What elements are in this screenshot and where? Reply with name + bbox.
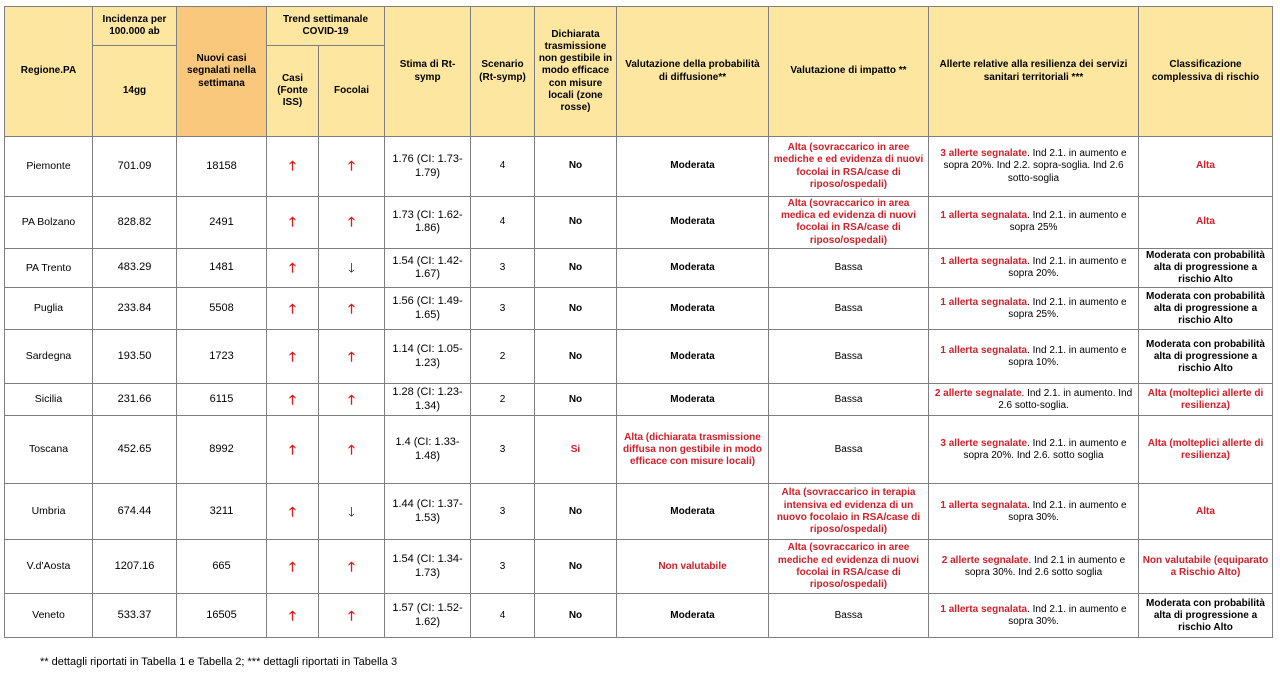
cell-valutazione-impatto: Alta (sovraccarico in area medica ed evidenza di nuovi focolai in RSA/case di riposo/ospedali) — [769, 197, 929, 249]
cell-valutazione-impatto: Alta (sovraccarico in aree mediche e ed evidenza di nuovi focolai in RSA/case di riposo/ospedali) — [769, 137, 929, 197]
header-focolai: Focolai — [319, 46, 385, 137]
allerte-count: 1 allerta segnalata — [940, 499, 1028, 511]
cell-trend-focolai — [319, 330, 385, 384]
cell-trend-focolai — [319, 594, 385, 638]
cell-classificazione: Non valutabile (equiparato a Rischio Alto) — [1139, 540, 1273, 594]
cell-classificazione: Alta — [1139, 484, 1273, 540]
cell-trend-focolai — [319, 540, 385, 594]
cell-scenario: 3 — [471, 484, 535, 540]
table-row — [5, 248, 1273, 288]
cell-classificazione: Moderata con probabilità alta di progressione a rischio Alto — [1139, 248, 1273, 288]
allerte-count: 1 allerta segnalata — [940, 210, 1028, 222]
cell-dichiarata: No — [535, 384, 617, 416]
allerte-detail: . Ind 2.1. in aumento. Ind 2.6 sotto-soglia. — [998, 387, 1133, 411]
arrow-up-icon: 🡑 — [348, 558, 355, 574]
arrow-up-icon: 🡑 — [289, 391, 296, 407]
cell-scenario: 4 — [471, 137, 535, 197]
header-stima: Stima di Rt-symp — [385, 7, 471, 137]
cell-regione: Puglia — [5, 288, 93, 330]
cell-scenario: 4 — [471, 197, 535, 249]
cell-trend-casi — [267, 594, 319, 638]
header-incidenza: Incidenza per 100.000 ab — [93, 7, 177, 46]
arrow-up-icon: 🡑 — [289, 558, 296, 574]
cell-stima: 1.56 (CI: 1.49-1.65) — [385, 288, 471, 330]
cell-valutazione-impatto: Alta (sovraccarico in aree mediche ed evidenza di nuovi focolai in RSA/case di riposo/ospedali) — [769, 540, 929, 594]
cell-dichiarata: No — [535, 137, 617, 197]
cell-stima: 1.54 (CI: 1.34-1.73) — [385, 540, 471, 594]
cell-allerte — [929, 330, 1139, 384]
cell-valutazione-impatto: Bassa — [769, 416, 929, 484]
arrow-up-icon: 🡑 — [289, 214, 296, 230]
allerte-detail: . Ind 2.1. in aumento e sopra 30%. — [1008, 499, 1127, 523]
header-regione: Regione.PA — [5, 7, 93, 137]
cell-valutazione-prob: Moderata — [617, 137, 769, 197]
arrow-up-icon: 🡑 — [348, 300, 355, 316]
header-scenario: Scenario (Rt-symp) — [471, 7, 535, 137]
allerte-count: 1 allerta segnalata — [940, 603, 1028, 615]
cell-scenario: 4 — [471, 594, 535, 638]
cell-stima: 1.57 (CI: 1.52-1.62) — [385, 594, 471, 638]
cell-classificazione: Moderata con probabilità alta di progressione a rischio Alto — [1139, 288, 1273, 330]
cell-trend-casi — [267, 484, 319, 540]
table-row — [5, 484, 1273, 540]
arrow-up-icon: 🡑 — [348, 391, 355, 407]
cell-stima: 1.4 (CI: 1.33-1.48) — [385, 416, 471, 484]
table-row — [5, 384, 1273, 416]
cell-scenario: 3 — [471, 288, 535, 330]
arrow-up-icon: 🡑 — [289, 300, 296, 316]
header-incidenza-sub: 14gg — [93, 46, 177, 137]
header-trend: Trend settimanale COVID-19 — [267, 7, 385, 46]
cell-trend-casi — [267, 137, 319, 197]
arrow-up-icon: 🡑 — [289, 158, 296, 174]
allerte-count: 2 allerte segnalate — [941, 554, 1029, 566]
cell-trend-casi — [267, 416, 319, 484]
cell-dichiarata: No — [535, 484, 617, 540]
cell-allerte — [929, 288, 1139, 330]
cell-incidenza: 233.84 — [93, 288, 177, 330]
cell-incidenza: 483.29 — [93, 248, 177, 288]
cell-stima: 1.73 (CI: 1.62-1.86) — [385, 197, 471, 249]
header-allerte: Allerte relative alla resilienza dei servizi sanitari territoriali *** — [929, 7, 1139, 137]
cell-regione: Sicilia — [5, 384, 93, 416]
cell-scenario: 3 — [471, 248, 535, 288]
allerte-detail: . Ind 2.1. in aumento e sopra 25% — [1009, 210, 1127, 234]
arrow-up-icon: 🡑 — [348, 158, 355, 174]
cell-regione: Piemonte — [5, 137, 93, 197]
cell-stima: 1.28 (CI: 1.23-1.34) — [385, 384, 471, 416]
cell-scenario: 3 — [471, 540, 535, 594]
cell-regione: Toscana — [5, 416, 93, 484]
cell-nuovi-casi: 1723 — [177, 330, 267, 384]
cell-valutazione-prob: Moderata — [617, 330, 769, 384]
cell-incidenza: 231.66 — [93, 384, 177, 416]
cell-incidenza: 674.44 — [93, 484, 177, 540]
cell-regione: PA Trento — [5, 248, 93, 288]
allerte-count: 1 allerta segnalata — [940, 344, 1028, 356]
cell-trend-focolai — [319, 137, 385, 197]
cell-allerte — [929, 248, 1139, 288]
cell-scenario: 2 — [471, 330, 535, 384]
cell-valutazione-impatto: Bassa — [769, 384, 929, 416]
cell-valutazione-prob: Moderata — [617, 248, 769, 288]
header-nuovi-casi: Nuovi casi segnalati nella settimana — [177, 7, 267, 137]
cell-nuovi-casi: 16505 — [177, 594, 267, 638]
table-row — [5, 416, 1273, 484]
arrow-down-icon: 🡓 — [348, 503, 355, 519]
cell-valutazione-impatto: Bassa — [769, 594, 929, 638]
cell-valutazione-prob: Moderata — [617, 484, 769, 540]
arrow-up-icon: 🡑 — [289, 348, 296, 364]
table-row — [5, 330, 1273, 384]
cell-dichiarata: No — [535, 197, 617, 249]
cell-nuovi-casi: 1481 — [177, 248, 267, 288]
table-row — [5, 137, 1273, 197]
cell-valutazione-prob: Moderata — [617, 288, 769, 330]
header-valutazione-prob: Valutazione della probabilità di diffusione** — [617, 7, 769, 137]
cell-trend-casi — [267, 330, 319, 384]
header-classificazione: Classificazione complessiva di rischio — [1139, 7, 1273, 137]
cell-dichiarata: No — [535, 248, 617, 288]
allerte-detail: . Ind 2.1. in aumento e sopra 20%. Ind 2.6. sotto soglia — [963, 437, 1127, 461]
cell-incidenza: 533.37 — [93, 594, 177, 638]
cell-valutazione-impatto: Alta (sovraccarico in terapia intensiva ed evidenza di un nuovo focolaio in RSA/case di riposo/ospedali) — [769, 484, 929, 540]
cell-scenario: 2 — [471, 384, 535, 416]
cell-trend-casi — [267, 288, 319, 330]
cell-allerte — [929, 197, 1139, 249]
header-casi: Casi (Fonte ISS) — [267, 46, 319, 137]
cell-trend-focolai — [319, 248, 385, 288]
cell-allerte — [929, 384, 1139, 416]
cell-incidenza: 828.82 — [93, 197, 177, 249]
risk-table — [4, 6, 1273, 638]
cell-trend-casi — [267, 384, 319, 416]
arrow-up-icon: 🡑 — [348, 348, 355, 364]
allerte-detail: . Ind 2.1. in aumento e sopra 20%. — [1008, 255, 1127, 280]
arrow-up-icon: 🡑 — [289, 259, 296, 275]
cell-trend-focolai — [319, 484, 385, 540]
table-row — [5, 197, 1273, 249]
cell-dichiarata: No — [535, 594, 617, 638]
cell-classificazione: Moderata con probabilità alta di progressione a rischio Alto — [1139, 330, 1273, 384]
cell-valutazione-prob: Alta (dichiarata trasmissione diffusa non gestibile in modo efficace con misure locali) — [617, 416, 769, 484]
cell-trend-casi — [267, 197, 319, 249]
footnote: ** dettagli riportati in Tabella 1 e Tabella 2; *** dettagli riportati in Tabella 3 — [40, 656, 398, 668]
allerte-detail: . Ind 2.1. in aumento e sopra 10%. — [1008, 344, 1127, 368]
cell-nuovi-casi: 6115 — [177, 384, 267, 416]
cell-classificazione: Alta (molteplici allerte di resilienza) — [1139, 384, 1273, 416]
table-row — [5, 594, 1273, 638]
cell-classificazione: Alta (molteplici allerte di resilienza) — [1139, 416, 1273, 484]
cell-nuovi-casi: 5508 — [177, 288, 267, 330]
cell-scenario: 3 — [471, 416, 535, 484]
cell-regione: V.d'Aosta — [5, 540, 93, 594]
cell-trend-focolai — [319, 384, 385, 416]
cell-incidenza: 193.50 — [93, 330, 177, 384]
cell-nuovi-casi: 2491 — [177, 197, 267, 249]
cell-allerte — [929, 137, 1139, 197]
cell-valutazione-impatto: Bassa — [769, 288, 929, 330]
arrow-down-icon: 🡓 — [348, 259, 355, 275]
cell-trend-focolai — [319, 288, 385, 330]
cell-allerte — [929, 416, 1139, 484]
allerte-count: 1 allerta segnalata — [940, 296, 1028, 308]
header-row-1 — [5, 7, 1273, 46]
allerte-detail: . Ind 2.1. in aumento e sopra 25%. — [1008, 296, 1127, 320]
cell-nuovi-casi: 3211 — [177, 484, 267, 540]
cell-nuovi-casi: 18158 — [177, 137, 267, 197]
cell-trend-focolai — [319, 197, 385, 249]
cell-stima: 1.76 (CI: 1.73-1.79) — [385, 137, 471, 197]
arrow-up-icon: 🡑 — [348, 607, 355, 623]
cell-classificazione: Alta — [1139, 197, 1273, 249]
cell-incidenza: 701.09 — [93, 137, 177, 197]
allerte-count: 3 allerte segnalate — [940, 148, 1028, 160]
allerte-count: 1 allerta segnalata — [940, 255, 1028, 267]
cell-valutazione-prob: Moderata — [617, 594, 769, 638]
cell-valutazione-prob: Moderata — [617, 197, 769, 249]
cell-allerte — [929, 594, 1139, 638]
cell-trend-focolai — [319, 416, 385, 484]
cell-classificazione: Moderata con probabilità alta di progressione a rischio Alto — [1139, 594, 1273, 638]
cell-dichiarata: No — [535, 540, 617, 594]
cell-incidenza: 452.65 — [93, 416, 177, 484]
cell-incidenza: 1207.16 — [93, 540, 177, 594]
cell-regione: Sardegna — [5, 330, 93, 384]
cell-allerte — [929, 484, 1139, 540]
cell-classificazione: Alta — [1139, 137, 1273, 197]
arrow-up-icon: 🡑 — [289, 441, 296, 457]
cell-dichiarata: No — [535, 288, 617, 330]
cell-regione: PA Bolzano — [5, 197, 93, 249]
cell-dichiarata: Si — [535, 416, 617, 484]
cell-dichiarata: No — [535, 330, 617, 384]
cell-valutazione-prob: Non valutabile — [617, 540, 769, 594]
arrow-up-icon: 🡑 — [348, 441, 355, 457]
arrow-up-icon: 🡑 — [289, 503, 296, 519]
allerte-detail: . Ind 2.1. in aumento e sopra 20%. Ind 2.2. sopra-soglia. Ind 2.6 sotto-soglia — [943, 148, 1127, 184]
cell-allerte — [929, 540, 1139, 594]
cell-valutazione-impatto: Bassa — [769, 248, 929, 288]
header-valutazione-impatto: Valutazione di impatto ** — [769, 7, 929, 137]
cell-stima: 1.14 (CI: 1.05-1.23) — [385, 330, 471, 384]
header-dichiarata: Dichiarata trasmissione non gestibile in modo efficace con misure locali (zone rosse) — [535, 7, 617, 137]
allerte-count: 2 allerte segnalate — [934, 387, 1022, 399]
allerte-detail: . Ind 2.1 in aumento e sopra 30%. Ind 2.6 sotto soglia — [964, 554, 1126, 578]
table-row — [5, 540, 1273, 594]
cell-valutazione-impatto: Bassa — [769, 330, 929, 384]
cell-nuovi-casi: 665 — [177, 540, 267, 594]
arrow-up-icon: 🡑 — [348, 214, 355, 230]
table-body — [5, 137, 1273, 638]
arrow-up-icon: 🡑 — [289, 607, 296, 623]
allerte-detail: . Ind 2.1. in aumento e sopra 30%. — [1008, 603, 1127, 627]
cell-regione: Veneto — [5, 594, 93, 638]
cell-nuovi-casi: 8992 — [177, 416, 267, 484]
cell-stima: 1.44 (CI: 1.37-1.53) — [385, 484, 471, 540]
cell-valutazione-prob: Moderata — [617, 384, 769, 416]
cell-regione: Umbria — [5, 484, 93, 540]
allerte-count: 3 allerte segnalate — [940, 437, 1028, 449]
table-row — [5, 288, 1273, 330]
cell-trend-casi — [267, 248, 319, 288]
cell-trend-casi — [267, 540, 319, 594]
cell-stima: 1.54 (CI: 1.42-1.67) — [385, 248, 471, 288]
